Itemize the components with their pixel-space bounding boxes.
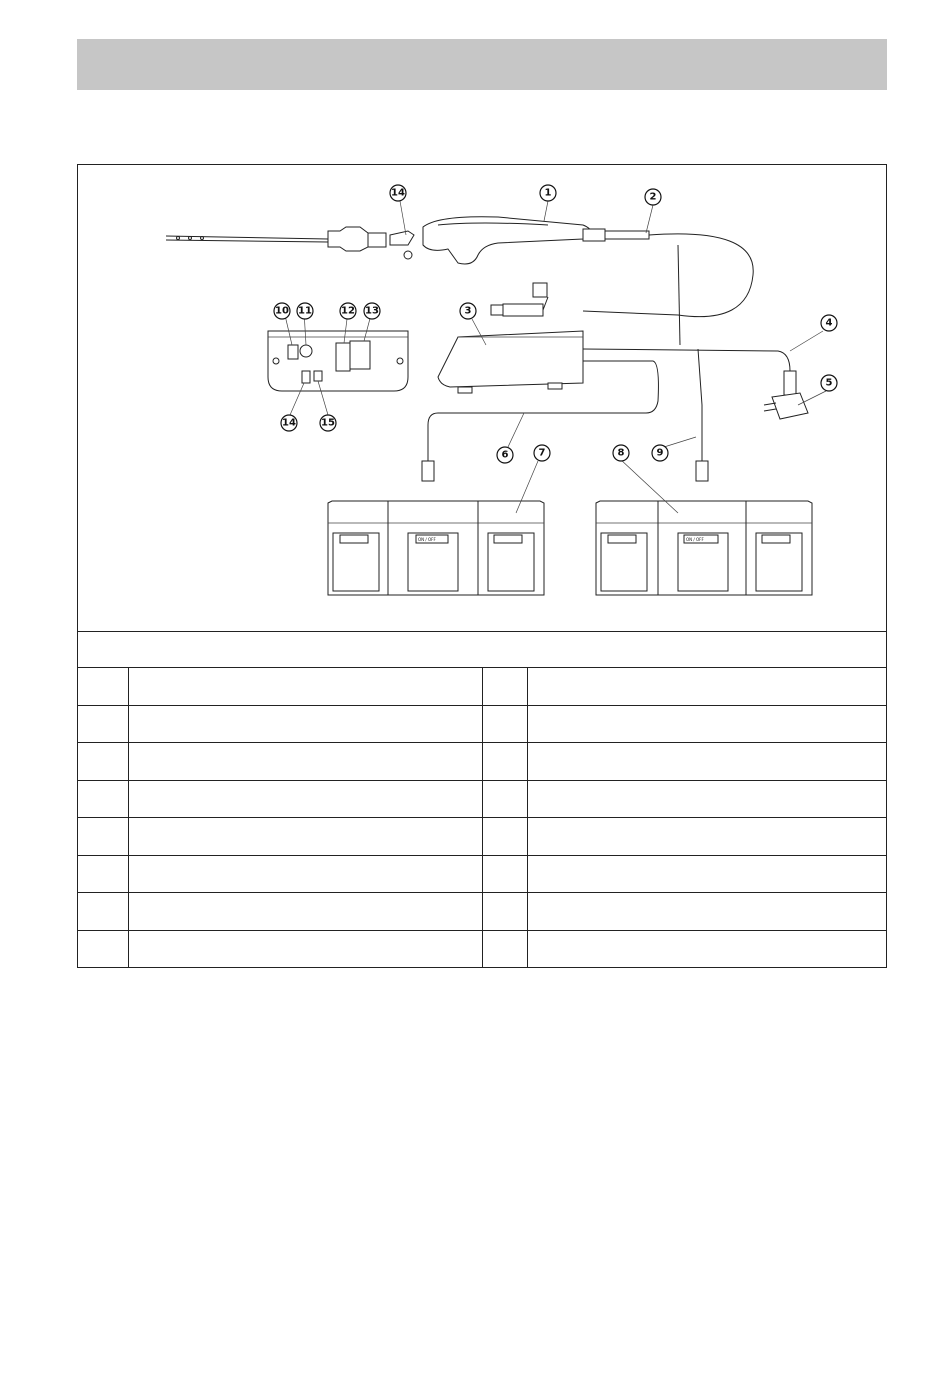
svg-text:8: 8	[617, 447, 625, 459]
control-unit-drawing	[438, 331, 583, 393]
table-row	[78, 893, 886, 931]
callout-14-handpiece	[390, 185, 406, 201]
svg-text:7: 7	[538, 447, 546, 459]
footswitch-cable-right	[698, 349, 702, 461]
svg-text:9: 9	[656, 447, 664, 459]
callout-9	[652, 445, 668, 461]
callout-1	[540, 185, 556, 201]
figure-caption-row	[78, 631, 886, 668]
svg-text:11: 11	[298, 305, 312, 317]
system-overview-diagram	[78, 165, 886, 631]
table-row	[78, 855, 886, 893]
svg-text:3: 3	[464, 305, 472, 317]
callout-5	[821, 375, 837, 391]
callout-2	[645, 189, 661, 205]
handpiece-cable	[583, 234, 753, 317]
table-row	[78, 705, 886, 743]
svg-text:10: 10	[275, 305, 289, 317]
svg-text:6: 6	[501, 449, 509, 461]
rear-panel-drawing	[268, 331, 408, 391]
table-row	[78, 743, 886, 781]
table-row	[78, 930, 886, 967]
callout-7	[534, 445, 550, 461]
callout-11	[297, 303, 313, 319]
callout-10	[274, 303, 290, 319]
table-row	[78, 668, 886, 706]
power-cable	[583, 349, 790, 371]
callout-6	[497, 447, 513, 463]
callout-14-panel	[281, 415, 297, 431]
table-row	[78, 780, 886, 818]
callout-3	[460, 303, 476, 319]
callout-12	[340, 303, 356, 319]
svg-text:5: 5	[825, 377, 833, 389]
section-header-bar	[77, 39, 887, 90]
svg-text:1: 1	[544, 187, 552, 199]
handpiece-drawing	[166, 217, 649, 264]
footswitch-right-drawing	[596, 461, 812, 595]
callout-4	[821, 315, 837, 331]
svg-text:15: 15	[321, 417, 335, 429]
svg-text:12: 12	[341, 305, 355, 317]
svg-text:14: 14	[391, 187, 405, 199]
pedal-label-left: ON / OFF	[418, 537, 436, 542]
svg-text:14: 14	[282, 417, 296, 429]
svg-text:4: 4	[825, 317, 833, 329]
footswitch-left-drawing	[328, 461, 544, 595]
callout-8	[613, 445, 629, 461]
cable-connector	[491, 283, 548, 316]
parts-legend-table	[78, 667, 886, 967]
svg-text:2: 2	[649, 191, 657, 203]
pedal-label-right: ON / OFF	[686, 537, 704, 542]
callout-13	[364, 303, 380, 319]
callout-15	[320, 415, 336, 431]
power-plug-drawing	[764, 371, 808, 419]
figure-frame	[77, 164, 887, 968]
svg-text:13: 13	[365, 305, 379, 317]
table-row	[78, 818, 886, 856]
